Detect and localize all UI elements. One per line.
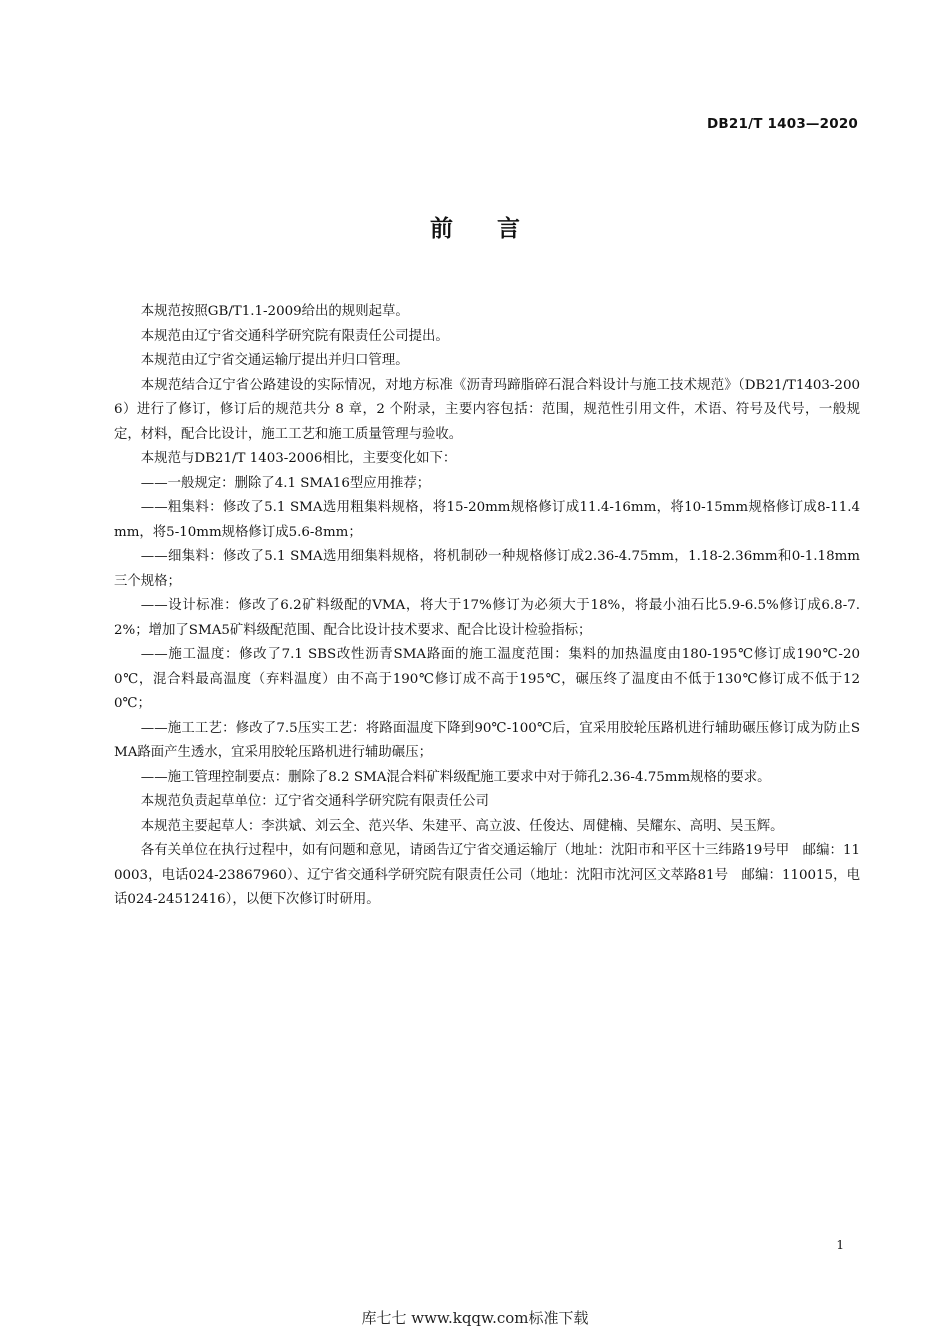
- change-item-construction-process: ——施工工艺：修改了7.5压实工艺：将路面温度下降到90℃-100℃后，宜采用胶轮压路机进行辅助碾压修订成为防止SMA路面产生透水，宜采用胶轮压路机进行辅助碾压；: [114, 720, 860, 760]
- change-item-construction-temperature: ——施工温度：修改了7.1 SBS改性沥青SMA路面的施工温度范围：集料的加热温度由180-195℃修订成190℃-200℃，混合料最高温度（弃料温度）由不高于190℃修订成不高于195℃，碾压终了温度由不低于130℃修订成不低于120℃；: [114, 647, 860, 711]
- paragraph-drafting-unit: 本规范负责起草单位：辽宁省交通科学研究院有限责任公司: [140, 794, 489, 809]
- paragraph-feedback-contact: 各有关单位在执行过程中，如有问题和意见，请函告辽宁省交通运输厅（地址：沈阳市和平区十三纬路19号甲 邮编：110003，电话024-23867960）、辽宁省交通科学研究院有限责任公司（地址：沈阳市沈河区文萃路81号 邮编：110015，电话024-24512416），以便下次修订时研用。: [114, 843, 860, 907]
- paragraph-proposer: 本规范由辽宁省交通科学研究院有限责任公司提出。: [140, 328, 449, 344]
- change-item-general: ——一般规定：删除了4.1 SMA16型应用推荐；: [140, 475, 431, 491]
- watermark: 库七七 www.kqqw.com标准下载: [361, 1309, 589, 1327]
- change-item-management-control: ——施工管理控制要点：删除了8.2 SMA混合料矿料级配施工要求中对于筛孔2.36-4.75mm规格的要求。: [140, 769, 771, 785]
- paragraph-drafting-rules: 本规范按照GB/T1.1-2009给出的规则起草。: [140, 304, 409, 319]
- change-item-design-standard: ——设计标准：修改了6.2矿料级配的VMA，将大于17%修订为必须大于18%，将最小油石比5.9-6.5%修订成6.8-7.2%；增加了SMA5矿料级配范围、配合比设计技术要求、配合比设计检验指标；: [114, 598, 860, 638]
- change-item-fine-aggregate: ——细集料：修改了5.1 SMA选用细集料规格，将机制砂一种规格修订成2.36-4.75mm，1.18-2.36mm和0-1.18mm三个规格；: [114, 549, 860, 589]
- page-number: 1: [836, 1238, 844, 1252]
- document-code: DB21/T 1403—2020: [707, 116, 858, 132]
- paragraph-drafters: 本规范主要起草人：李洪斌、刘云全、范兴华、朱建平、高立波、任俊达、周健楠、吴耀东、高明、吴玉辉。: [140, 818, 784, 834]
- paragraph-revision-summary: 本规范结合辽宁省公路建设的实际情况，对地方标准《沥青玛蹄脂碎石混合料设计与施工技术规范》（DB21/T1403-2006）进行了修订，修订后的规范共分 8 章，2 个附录，主要内容包括：范围，规范性引用文件，术语、符号及代号，一般规定，材料，配合比设计，施工工艺和施工质量管理与验收。: [114, 377, 860, 442]
- paragraph-changes-intro: 本规范与DB21/T 1403-2006相比，主要变化如下：: [140, 451, 457, 466]
- change-item-coarse-aggregate: ——粗集料：修改了5.1 SMA选用粗集料规格，将15-20mm规格修订成11.4-16mm，将10-15mm规格修订成8-11.4mm，将5-10mm规格修订成5.6-8mm；: [114, 500, 860, 540]
- paragraph-administrator: 本规范由辽宁省交通运输厅提出并归口管理。: [140, 353, 409, 368]
- page-title: 前言: [430, 216, 564, 242]
- foreword-body: [114, 300, 860, 913]
